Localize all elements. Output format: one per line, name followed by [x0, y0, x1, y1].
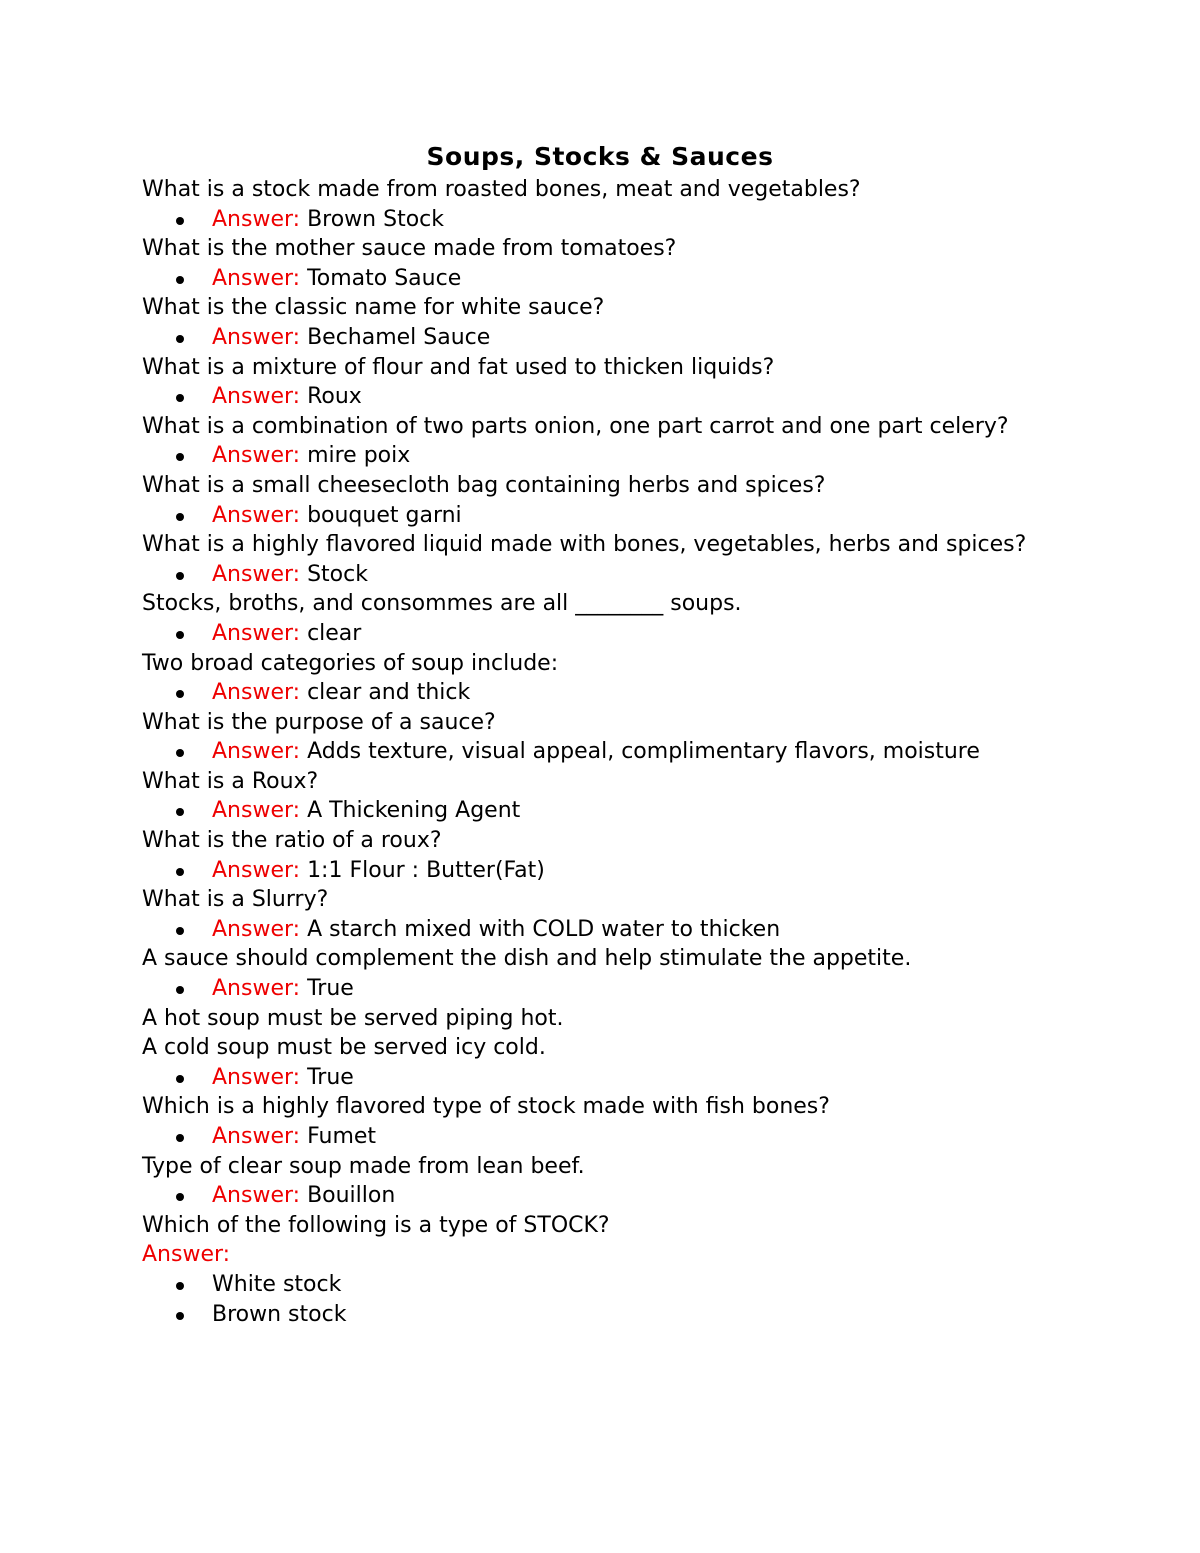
answer-label: Answer: — [212, 1064, 301, 1090]
answer-text: Bechamel Sauce — [307, 324, 491, 350]
qa-item — [142, 885, 1058, 944]
question-text: A sauce should complement the dish and help stimulate the appetite. — [142, 946, 912, 972]
answer-label: Answer: — [212, 502, 301, 528]
answer-item — [142, 323, 1058, 353]
question-text: What is a highly flavored liquid made with bones, vegetables, herbs and spices? — [142, 532, 1027, 558]
answer-item — [142, 441, 1058, 471]
question-text: What is a small cheesecloth bag containing herbs and spices? — [142, 472, 826, 498]
answer-list — [142, 205, 1058, 235]
answer-label: Answer: — [212, 680, 301, 706]
answer-text: bouquet garni — [307, 502, 462, 528]
answer-list — [142, 856, 1058, 886]
answer-text: A Thickening Agent — [307, 798, 521, 824]
qa-item — [142, 175, 1058, 234]
answer-list — [142, 1181, 1058, 1211]
answer-label: Answer: — [212, 384, 301, 410]
answer-label: Answer: — [212, 620, 301, 646]
question-text: A cold soup must be served icy cold. — [142, 1035, 546, 1061]
answer-list — [142, 382, 1058, 412]
answer-list — [142, 974, 1058, 1004]
answer-item — [142, 796, 1058, 826]
qa-item — [142, 293, 1058, 352]
answer-options-list — [142, 1270, 1058, 1329]
qa-item — [142, 530, 1058, 589]
qa-item — [142, 649, 1058, 708]
answer-text: Roux — [307, 384, 362, 410]
answer-text: mire poix — [307, 443, 411, 469]
answer-text: clear and thick — [307, 680, 471, 706]
answer-list — [142, 678, 1058, 708]
qa-item — [142, 412, 1058, 471]
answer-item — [142, 856, 1058, 886]
answer-text: True — [307, 1064, 354, 1090]
answer-label: Answer: — [212, 798, 301, 824]
answer-label: Answer: — [212, 561, 301, 587]
answer-text: clear — [307, 620, 362, 646]
question-text: Stocks, broths, and consommes are all ________ soups. — [142, 591, 742, 617]
answer-text: Bouillon — [307, 1183, 396, 1209]
answer-label: Answer: — [212, 916, 301, 942]
answer-label: Answer: — [212, 265, 301, 291]
answer-text: Adds texture, visual appeal, complimentary flavors, moisture — [307, 739, 980, 765]
answer-label: Answer: — [212, 739, 301, 765]
question-text: What is the ratio of a roux? — [142, 828, 442, 854]
qa-item — [142, 234, 1058, 293]
answer-list — [142, 737, 1058, 767]
qa-item — [142, 826, 1058, 885]
qa-item — [142, 708, 1058, 767]
question-text: What is the purpose of a sauce? — [142, 709, 496, 735]
answer-label: Answer: — [212, 206, 301, 232]
question-text: What is a stock made from roasted bones, meat and vegetables? — [142, 177, 861, 202]
answer-item — [142, 737, 1058, 767]
answer-text: Fumet — [307, 1124, 377, 1149]
answer-label: Answer: — [212, 443, 301, 469]
qa-item — [142, 1152, 1058, 1211]
answer-item — [142, 678, 1058, 708]
answer-label: Answer: — [212, 1124, 301, 1149]
qa-item — [142, 1092, 1058, 1151]
answer-label: Answer: — [142, 1242, 231, 1268]
answer-list — [142, 323, 1058, 353]
question-text: Type of clear soup made from lean beef. — [142, 1153, 585, 1179]
question-text: What is the mother sauce made from tomatoes? — [142, 236, 677, 262]
answer-label: Answer: — [212, 1183, 301, 1209]
answer-item — [142, 501, 1058, 531]
answer-item — [142, 560, 1058, 590]
answer-text: True — [307, 976, 354, 1002]
answer-option: White stock — [142, 1270, 1058, 1300]
qa-item — [142, 767, 1058, 826]
answer-label: Answer: — [212, 976, 301, 1002]
answer-option: Brown stock — [142, 1300, 1058, 1330]
answer-list — [142, 915, 1058, 945]
qa-item — [142, 944, 1058, 1003]
question-text: What is the classic name for white sauce? — [142, 295, 605, 321]
answer-list — [142, 1063, 1058, 1093]
question-text: Two broad categories of soup include: — [142, 650, 559, 676]
question-text: Which of the following is a type of STOCK? — [142, 1212, 610, 1238]
question-text: A hot soup must be served piping hot. — [142, 1005, 564, 1031]
answer-text: Tomato Sauce — [307, 265, 462, 291]
qa-item — [142, 353, 1058, 412]
answer-list — [142, 560, 1058, 590]
answer-item — [142, 205, 1058, 235]
answer-text: Stock — [307, 561, 368, 587]
answer-label: Answer: — [212, 324, 301, 350]
answer-item — [142, 915, 1058, 945]
answer-item — [142, 264, 1058, 294]
answer-list — [142, 441, 1058, 471]
question-text: What is a Slurry? — [142, 887, 329, 913]
answer-text: 1:1 Flour : Butter(Fat) — [307, 857, 545, 883]
answer-list — [142, 264, 1058, 294]
answer-label: Answer: — [212, 857, 301, 883]
answer-item — [142, 1181, 1058, 1211]
page-title: Soups, Stocks & Sauces — [426, 142, 774, 171]
answer-text: A starch mixed with COLD water to thicken — [307, 916, 781, 942]
question-text: What is a mixture of flour and fat used to thicken liquids? — [142, 354, 775, 380]
answer-item — [142, 619, 1058, 649]
document-page — [142, 141, 1058, 1329]
answer-item — [142, 1063, 1058, 1093]
answer-item — [142, 974, 1058, 1004]
answer-list — [142, 501, 1058, 531]
qa-item — [142, 1004, 1058, 1093]
question-text: What is a Roux? — [142, 768, 319, 794]
answer-list — [142, 619, 1058, 649]
qa-item — [142, 589, 1058, 648]
question-text: What is a combination of two parts onion, one part carrot and one part celery? — [142, 413, 1009, 439]
qa-item-last — [142, 1211, 1058, 1329]
qa-item — [142, 471, 1058, 530]
question-text: Which is a highly flavored type of stock made with fish bones? — [142, 1094, 830, 1120]
answer-text: Brown Stock — [307, 206, 444, 232]
answer-list — [142, 1122, 1058, 1152]
answer-list — [142, 796, 1058, 826]
answer-item — [142, 1122, 1058, 1152]
answer-item — [142, 382, 1058, 412]
